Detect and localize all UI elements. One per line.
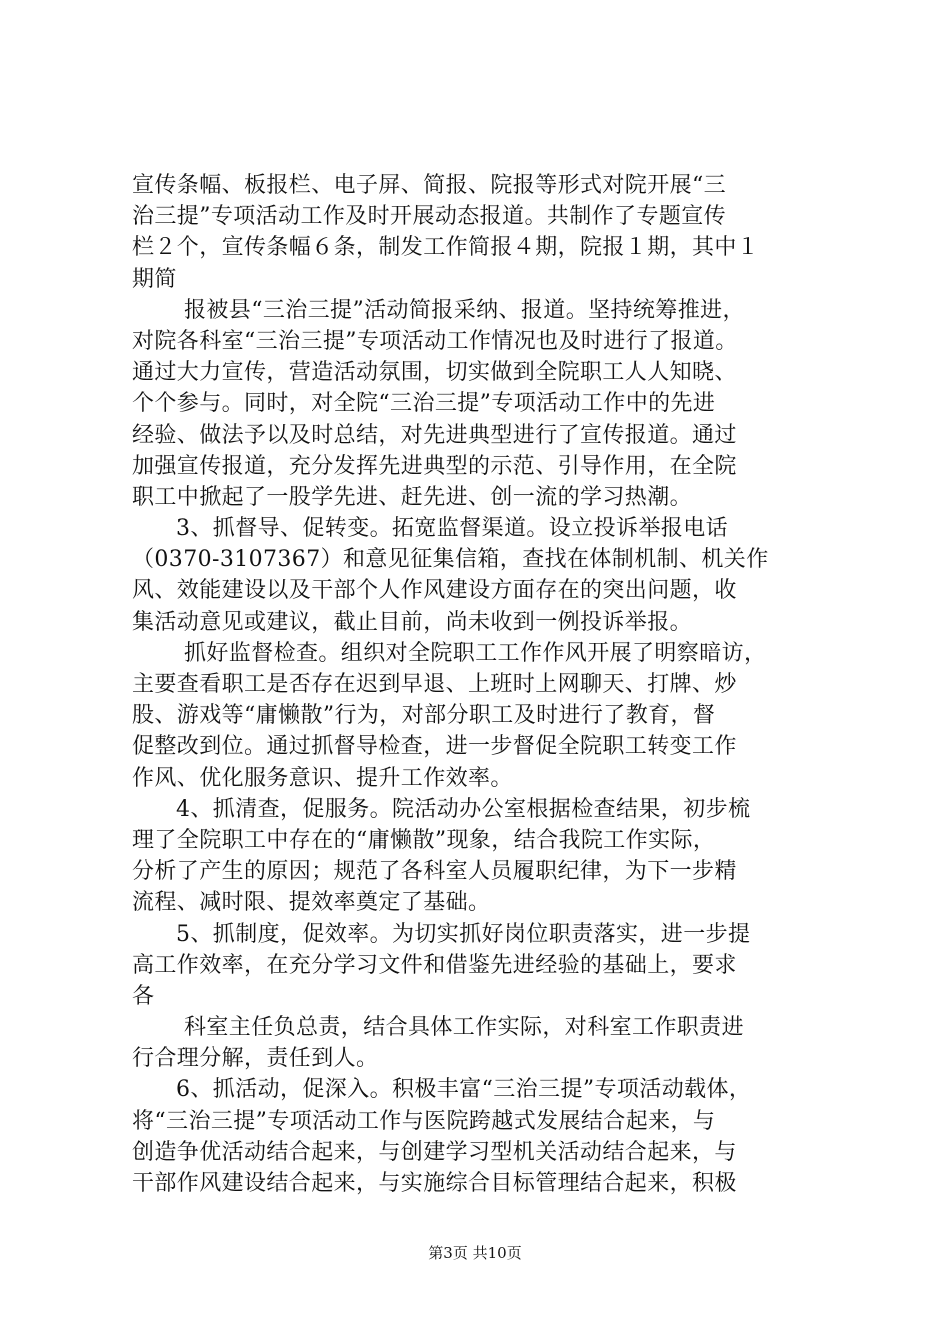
text-line: 将“三治三提”专项活动工作与医院跨越式发展结合起来，与 (132, 1108, 716, 1134)
text-line: 理了全院职工中存在的“庸懒散”现象，结合我院工作实际， (132, 827, 716, 853)
text-line: 各 (132, 983, 155, 1009)
text-line: 促整改到位。通过抓督导检查，进一步督促全院职工转变工作 (132, 734, 737, 760)
text-line: 职工中掀起了一股学先进、赶先进、创一流的学习热潮。 (132, 484, 693, 510)
text-line: 期简 (132, 266, 177, 292)
text-line: 宣传条幅、板报栏、电子屏、简报、院报等形式对院开展“三 (132, 173, 727, 198)
text-line: 干部作风建设结合起来，与实施综合目标管理结合起来，积极 (132, 1171, 737, 1196)
text-line: 集活动意见或建议，截止目前，尚未收到一例投诉举报。 (132, 609, 693, 635)
text-line: 对院各科室“三治三提”专项活动工作情况也及时进行了报道。 (132, 328, 738, 354)
text-line: 栏２个，宣传条幅６条，制发工作简报４期，院报１期，其中１ (132, 235, 760, 261)
text-line: 通过大力宣传，营造活动氛围，切实做到全院职工人人知晓、 (132, 360, 737, 386)
text-line: 分析了产生的原因；规范了各科室人员履职纪律，为下一步精 (132, 859, 737, 885)
text-line: 4、抓清查，促服务。院活动办公室根据检查结果，初步梳 (176, 796, 751, 822)
text-line: 风、效能建设以及干部个人作风建设方面存在的突出问题，收 (132, 578, 737, 604)
text-line: 行合理分解，责任到人。 (132, 1046, 379, 1072)
text-line: 6、抓活动，促深入。积极丰富“三治三提”专项活动载体， (176, 1077, 752, 1103)
text-line: 报被县“三治三提”活动简报采纳、报道。坚持统筹推进， (184, 297, 745, 323)
text-line: 个个参与。同时，对全院“三治三提”专项活动工作中的先进 (132, 391, 716, 417)
text-line: 流程、减时限、提效率奠定了基础。 (132, 890, 491, 916)
text-line: 经验、做法予以及时总结，对先进典型进行了宣传报道。通过 (132, 422, 737, 448)
text-line: 5、抓制度，促效率。为切实抓好岗位职责落实，进一步提 (176, 921, 751, 947)
text-line: 科室主任负总责，结合具体工作实际，对科室工作职责进 (184, 1015, 745, 1041)
text-line: 3、抓督导、促转变。拓宽监督渠道。设立投诉举报电话 (176, 516, 728, 542)
text-line: 抓好监督检查。组织对全院职工工作作风开展了明察暗访， (184, 640, 767, 666)
document-body (132, 170, 844, 1199)
text-line: 加强宣传报道，充分发挥先进典型的示范、引导作用，在全院 (132, 453, 737, 479)
text-line: 创造争优活动结合起来，与创建学习型机关活动结合起来，与 (132, 1139, 737, 1165)
text-line: 治三提”专项活动工作及时开展动态报道。共制作了专题宣传 (132, 204, 727, 230)
text-line: 高工作效率，在充分学习文件和借鉴先进经验的基础上，要求 (132, 952, 737, 978)
text-line: 股、游戏等“庸懒散”行为，对部分职工及时进行了教育，督 (132, 703, 716, 729)
text-line: 主要查看职工是否存在迟到早退、上班时上网聊天、打牌、炒 (132, 672, 737, 697)
page-footer: 第3页 共10页 (428, 1244, 522, 1262)
text-line: 作风、优化服务意识、提升工作效率。 (132, 765, 513, 791)
text-line: （0370-3107367）和意见征集信箱，查找在体制机制、机关作 (132, 547, 769, 573)
